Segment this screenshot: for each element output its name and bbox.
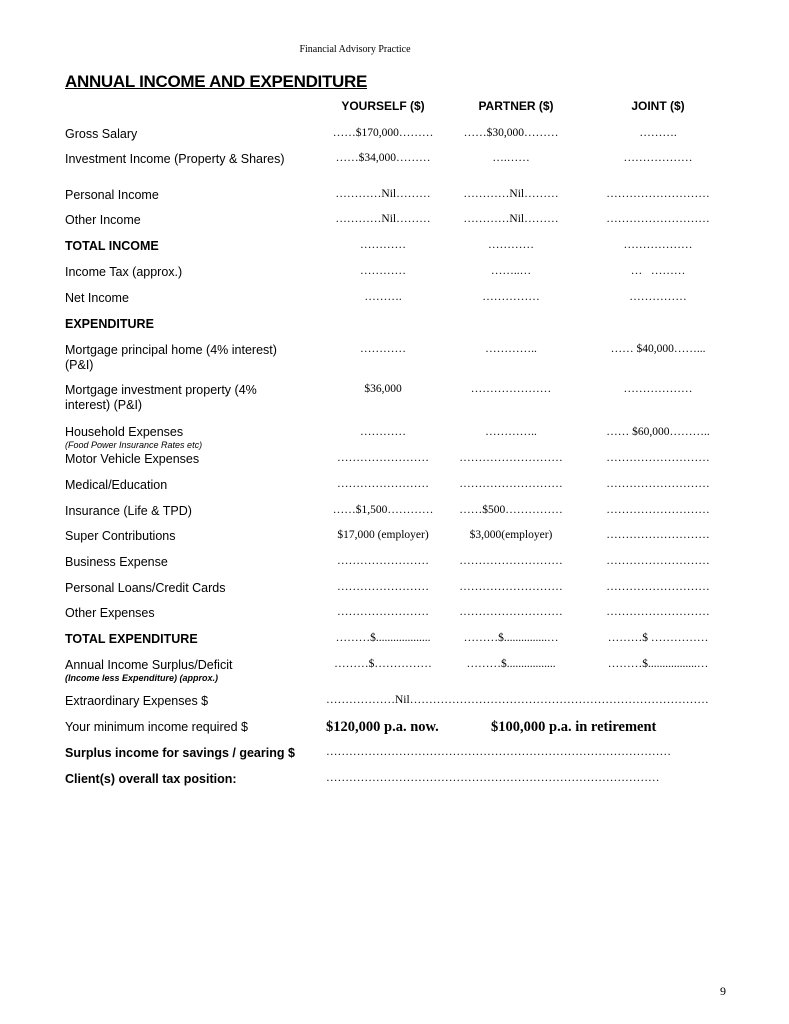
surplus-deficit-yourself[interactable]: ………$…………… <box>334 658 432 670</box>
surplus-deficit-partner[interactable]: ………$................. <box>466 658 556 670</box>
row-label-personal-income: Personal Income <box>65 188 159 202</box>
column-header-partner: PARTNER ($) <box>478 99 554 113</box>
row-label-mortgage-investment <box>65 383 257 413</box>
total-income-partner[interactable]: ………… <box>488 239 534 251</box>
motor-vehicle-partner[interactable]: ……………………… <box>459 452 563 464</box>
row-label-business-expense: Business Expense <box>65 555 168 569</box>
page-title: ANNUAL INCOME AND EXPENDITURE <box>65 72 368 91</box>
other-income-joint[interactable]: ……………………… <box>606 213 710 225</box>
column-header-yourself: YOURSELF ($) <box>341 99 425 113</box>
row-label-medical-education: Medical/Education <box>65 478 168 492</box>
income-tax-partner[interactable]: ……..… <box>490 265 532 277</box>
household-expenses-yourself[interactable]: ………… <box>360 426 406 438</box>
mortgage-home-partner[interactable]: ………….. <box>485 343 537 355</box>
income-tax-joint[interactable]: … ……… <box>630 265 686 277</box>
mortgage-investment-joint[interactable]: ……………… <box>623 383 693 395</box>
personal-income-yourself[interactable]: …………Nil……… <box>335 188 431 200</box>
super-contributions-yourself[interactable]: $17,000 (employer) <box>337 529 429 541</box>
row-label-total-income: TOTAL INCOME <box>65 239 159 253</box>
mortgage-investment-partner[interactable]: ………………… <box>470 383 552 395</box>
row-label-household-expenses-title: Household Expenses <box>65 425 184 439</box>
other-expenses-yourself[interactable]: …………………… <box>337 606 429 618</box>
personal-income-joint[interactable]: ……………………… <box>606 188 710 200</box>
net-income-yourself[interactable]: ………. <box>364 291 402 303</box>
investment-income-joint[interactable]: ……………… <box>623 152 693 164</box>
personal-loans-yourself[interactable]: …………………… <box>337 581 429 593</box>
row-label-mortgage-investment-line1: Mortgage investment property (4% <box>65 383 257 397</box>
row-label-super-contributions: Super Contributions <box>65 529 176 543</box>
tax-position-value[interactable]: …………………………………………………………………………… <box>326 772 660 784</box>
gross-salary-yourself[interactable]: ……$170,000……… <box>332 127 434 139</box>
row-label-personal-loans: Personal Loans/Credit Cards <box>65 581 226 595</box>
row-sublabel-surplus-deficit: (Income less Expenditure) (approx.) <box>65 673 219 683</box>
medical-education-partner[interactable]: ……………………… <box>459 478 563 490</box>
household-expenses-partner[interactable]: ………….. <box>485 426 537 438</box>
row-label-other-income: Other Income <box>65 213 141 227</box>
column-header-joint: JOINT ($) <box>631 99 685 113</box>
mortgage-home-joint[interactable]: …… $40,000……... <box>610 343 706 355</box>
row-label-net-income: Net Income <box>65 291 129 305</box>
row-label-surplus-deficit <box>65 658 232 683</box>
surplus-savings-label: Surplus income for savings / gearing $ <box>65 746 295 760</box>
extraordinary-expenses-label: Extraordinary Expenses $ <box>65 694 209 708</box>
mortgage-investment-yourself[interactable]: $36,000 <box>364 383 402 395</box>
total-expenditure-yourself[interactable]: ………$................... <box>335 632 431 644</box>
row-label-income-tax: Income Tax (approx.) <box>65 265 183 279</box>
other-expenses-joint[interactable]: ……………………… <box>606 606 710 618</box>
row-sublabel-household-expenses: (Food Power Insurance Rates etc) <box>65 440 203 450</box>
page-header: Financial Advisory Practice <box>299 44 411 55</box>
super-contributions-joint[interactable]: ……………………… <box>606 529 710 541</box>
mortgage-home-yourself[interactable]: ………… <box>360 343 406 355</box>
total-expenditure-partner[interactable]: ………$...............… <box>463 632 559 644</box>
medical-education-yourself[interactable]: …………………… <box>337 478 429 490</box>
insurance-joint[interactable]: ……………………… <box>606 504 710 516</box>
business-expense-joint[interactable]: ……………………… <box>606 555 710 567</box>
business-expense-partner[interactable]: ……………………… <box>459 555 563 567</box>
row-label-total-expenditure: TOTAL EXPENDITURE <box>65 632 198 646</box>
minimum-income-retirement[interactable]: $100,000 p.a. in retirement <box>491 719 657 735</box>
minimum-income-label: Your minimum income required $ <box>65 720 248 734</box>
gross-salary-joint[interactable]: ………. <box>639 127 677 139</box>
super-contributions-partner[interactable]: $3,000(employer) <box>469 529 553 541</box>
row-label-mortgage-home-line1: Mortgage principal home (4% interest) <box>65 343 277 357</box>
row-label-other-expenses: Other Expenses <box>65 606 155 620</box>
tax-position-label: Client(s) overall tax position: <box>65 772 237 786</box>
total-income-yourself[interactable]: ………… <box>360 239 406 251</box>
income-tax-yourself[interactable]: ………… <box>360 265 406 277</box>
investment-income-partner[interactable]: ….…… <box>492 152 530 164</box>
total-expenditure-joint[interactable]: ………$ …………… <box>607 632 709 644</box>
total-income-joint[interactable]: ……………… <box>623 239 693 251</box>
other-income-partner[interactable]: …………Nil……… <box>463 213 559 225</box>
extraordinary-expenses-value[interactable]: ………………Nil…………………………………………………………………… <box>326 694 709 706</box>
gross-salary-partner[interactable]: ……$30,000……… <box>463 127 559 139</box>
motor-vehicle-joint[interactable]: ……………………… <box>606 452 710 464</box>
row-label-motor-vehicle: Motor Vehicle Expenses <box>65 452 200 466</box>
minimum-income-now[interactable]: $120,000 p.a. now. <box>326 719 439 735</box>
medical-education-joint[interactable]: ……………………… <box>606 478 710 490</box>
personal-loans-joint[interactable]: ……………………… <box>606 581 710 593</box>
row-label-investment-income: Investment Income (Property & Shares) <box>65 152 285 166</box>
investment-income-yourself[interactable]: ……$34,000……… <box>335 152 431 164</box>
personal-income-partner[interactable]: …………Nil……… <box>463 188 559 200</box>
net-income-joint[interactable]: …………… <box>629 291 687 303</box>
row-label-surplus-deficit-title: Annual Income Surplus/Deficit <box>65 658 233 672</box>
other-income-yourself[interactable]: …………Nil……… <box>335 213 431 225</box>
row-label-mortgage-home <box>65 343 277 373</box>
other-expenses-partner[interactable]: ……………………… <box>459 606 563 618</box>
insurance-yourself[interactable]: ……$1,500………… <box>332 504 434 516</box>
row-label-gross-salary: Gross Salary <box>65 127 138 141</box>
personal-loans-partner[interactable]: ……………………… <box>459 581 563 593</box>
row-label-mortgage-investment-line2: interest) (P&I) <box>65 398 143 412</box>
insurance-partner[interactable]: ……$500…………… <box>459 504 563 516</box>
row-label-mortgage-home-line2: (P&I) <box>65 358 94 372</box>
surplus-deficit-joint[interactable]: ………$.................… <box>607 658 709 670</box>
net-income-partner[interactable]: …………… <box>482 291 540 303</box>
surplus-savings-value[interactable]: ……………………………………………………………………………… <box>326 746 671 758</box>
page-number: 9 <box>720 984 726 998</box>
business-expense-yourself[interactable]: …………………… <box>337 555 429 567</box>
household-expenses-joint[interactable]: …… $60,000……….. <box>606 426 710 438</box>
motor-vehicle-yourself[interactable]: …………………… <box>337 452 429 464</box>
row-label-insurance: Insurance (Life & TPD) <box>65 504 192 518</box>
row-label-household-expenses <box>65 425 202 450</box>
section-heading-expenditure: EXPENDITURE <box>65 317 154 331</box>
